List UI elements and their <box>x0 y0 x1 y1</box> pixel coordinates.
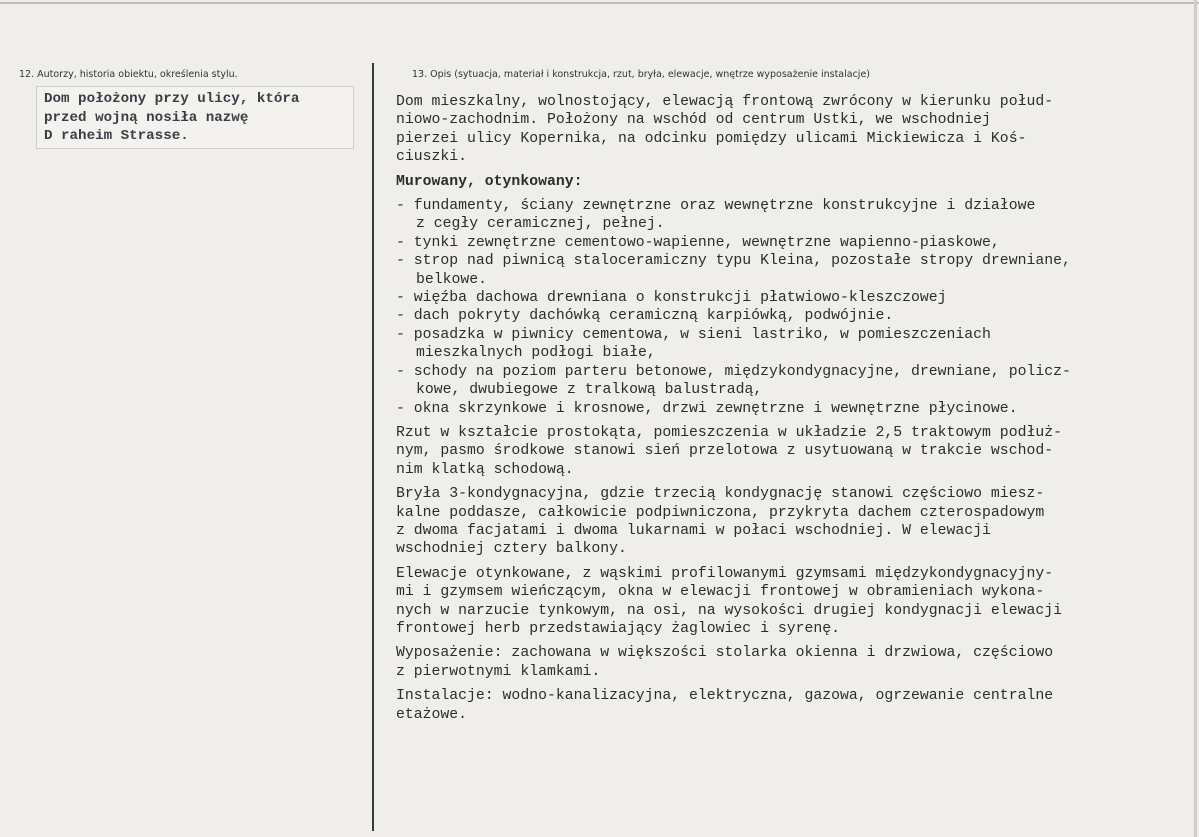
text-line: Wyposażenie: zachowana w większości stolarka okienna i drzwiowa, częściowo <box>396 645 1054 662</box>
text-line: Elewacje otynkowane, z wąskimi profilowanymi gzymsami międzykondygnacyjny- <box>396 565 1054 582</box>
text-line: mi i gzymsem wieńczącym, okna w elewacji frontowej w obramieniach wykona- <box>396 584 1045 601</box>
section-heading: Murowany, otynkowany: <box>396 173 583 190</box>
text-line: frontowej herb przedstawiający żaglowiec i syrenę. <box>396 620 840 637</box>
text-line: ciuszki. <box>396 149 468 166</box>
text-line: Dom mieszkalny, wolnostojący, elewacją frontową zwrócony w kierunku połud- <box>396 94 1054 110</box>
text-line: Rzut w kształcie prostokąta, pomieszczenia w układzie 2,5 traktowym podłuż- <box>396 424 1062 441</box>
text-line: z dwoma facjatami i dwoma lukarnami w połaci wschodniej. W elewacji <box>396 522 991 539</box>
list-item-continuation: z cegły ceramicznej, pełnej. <box>416 216 665 233</box>
description-text <box>396 93 1176 724</box>
list-item-continuation: kowe, dwubiegowe z tralkową balustradą, <box>416 382 763 399</box>
column-divider <box>372 63 374 831</box>
section-12-header: 12. Autorzy, historia obiektu, określenia stylu. <box>19 69 238 80</box>
list-item: - fundamenty, ściany zewnętrzne oraz wewnętrzne konstrukcyjne i działowe <box>396 198 1036 215</box>
text-line: etażowe. <box>396 706 468 723</box>
slip-line: Dom położony przy ulicy, która <box>44 91 300 107</box>
list-item: - strop nad piwnicą staloceramiczny typu Kleina, pozostałe stropy drewniane, <box>396 253 1071 270</box>
list-item-continuation: mieszkalnych podłogi białe, <box>416 345 656 362</box>
text-line: nym, pasmo środkowe stanowi sień przelotowa z usytuowaną w trakcie wschod- <box>396 443 1054 460</box>
right-edge <box>1194 0 1197 837</box>
text-line: kalne poddasze, całkowicie podpiwniczona, przykryta dachem czterospadowym <box>396 504 1045 521</box>
pasted-note-slip <box>36 86 354 149</box>
slip-line: przed wojną nosiła nazwę <box>44 109 249 126</box>
list-item: - schody na poziom parteru betonowe, międzykondygnacyjne, drewniane, policz- <box>396 363 1071 380</box>
text-line: wschodniej cztery balkony. <box>396 541 627 558</box>
list-item-continuation: belkowe. <box>416 271 488 288</box>
list-item: - dach pokryty dachówką ceramiczną karpiówką, podwójnie. <box>396 308 894 325</box>
list-item: - więźba dachowa drewniana o konstrukcji płatwiowo-kleszczowej <box>396 290 947 307</box>
text-line: nych w narzucie tynkowym, na osi, na wysokości drugiej kondygnacji elewacji <box>396 602 1062 619</box>
text-line: Instalacje: wodno-kanalizacyjna, elektryczna, gazowa, ogrzewanie centralne <box>396 688 1054 705</box>
text-line: niowo-zachodnim. Położony na wschód od centrum Ustki, we wschodniej <box>396 112 991 129</box>
slip-line: D raheim Strasse. <box>44 128 189 144</box>
text-line: nim klatką schodową. <box>396 461 574 478</box>
list-item: - tynki zewnętrzne cementowo-wapienne, wewnętrzne wapienno-piaskowe, <box>396 234 1000 251</box>
text-line: z pierwotnymi klamkami. <box>396 663 601 680</box>
text-line: pierzei ulicy Kopernika, na odcinku pomiędzy ulicami Mickiewicza i Koś- <box>396 130 1027 147</box>
section-13-header: 13. Opis (sytuacja, materiał i konstrukcja, rzut, bryła, elewacje, wnętrze wyposażenie instalacje) <box>412 69 870 80</box>
list-item: - okna skrzynkowe i krosnowe, drzwi zewnętrzne i wewnętrzne płycinowe. <box>396 400 1018 417</box>
list-item: - posadzka w piwnicy cementowa, w sieni lastriko, w pomieszczeniach <box>396 326 991 343</box>
text-line: Bryła 3-kondygnacyjna, gdzie trzecią kondygnację stanowi częściowo miesz- <box>396 486 1045 503</box>
top-edge <box>0 2 1199 4</box>
